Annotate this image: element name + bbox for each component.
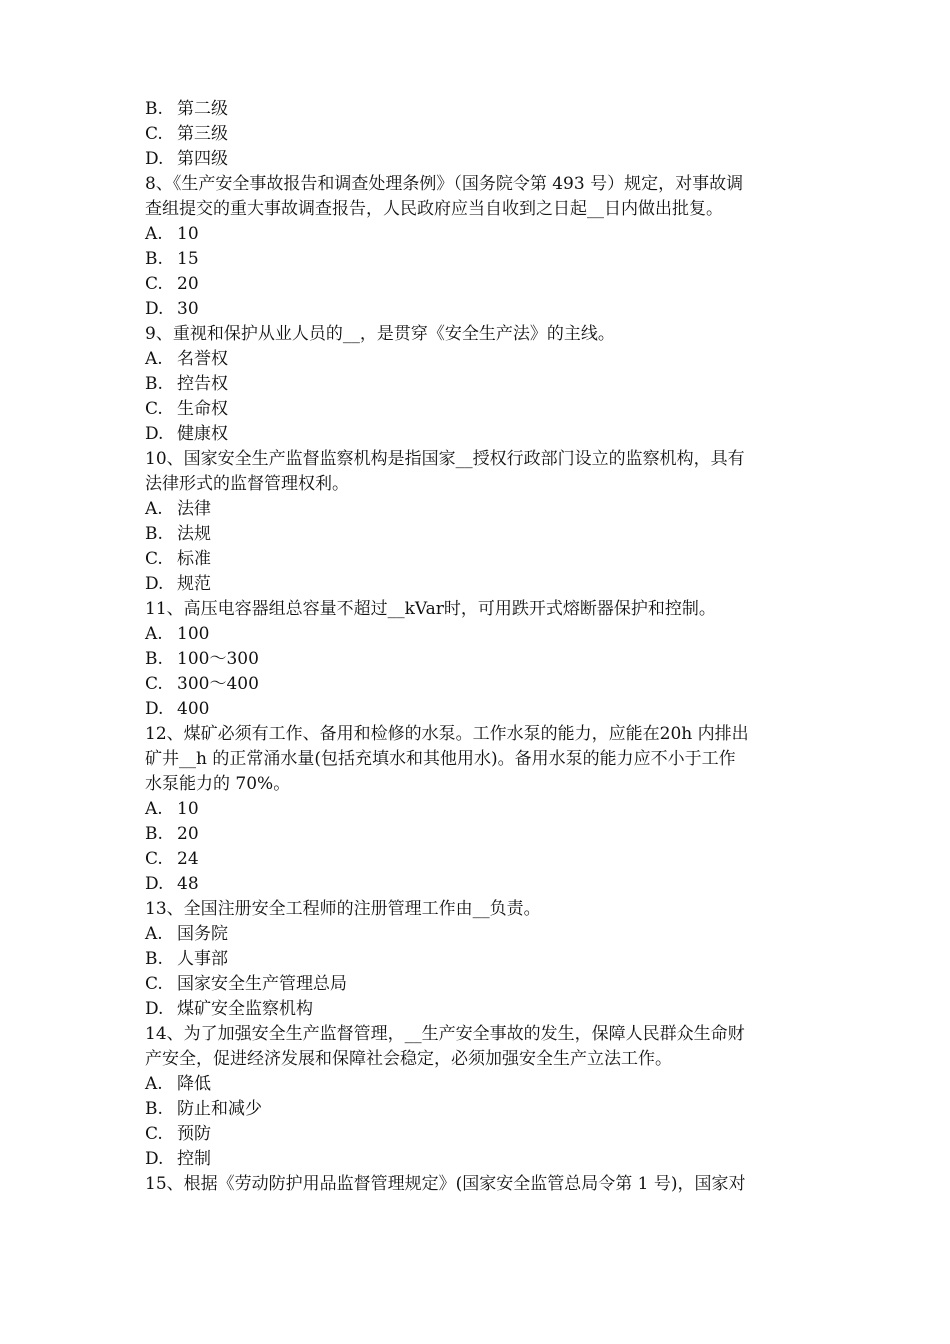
option-text: 第二级 [177, 99, 228, 119]
option-letter: C. [145, 674, 163, 694]
question-text-line: 12、煤矿必须有工作、备用和检修的水泵。工作水泵的能力，应能在20h 内排出 [145, 724, 749, 744]
question-text-line: 13、全国注册安全工程师的注册管理工作由__负责。 [145, 899, 541, 919]
option-d [145, 147, 815, 172]
option-letter: D. [145, 874, 164, 894]
option-letter: B. [145, 949, 163, 969]
option-item [145, 347, 815, 372]
option-letter: A. [145, 224, 163, 244]
option-item [145, 497, 815, 522]
previous-question-options [145, 97, 815, 172]
option-text: 24 [177, 849, 199, 869]
question-text-line: 水泵能力的 70%。 [145, 774, 291, 794]
question-item [145, 897, 815, 1022]
option-letter: A. [145, 799, 163, 819]
option-letter: A. [145, 1074, 163, 1094]
option-text: 100～300 [177, 649, 259, 669]
option-text: 30 [177, 299, 199, 319]
option-text: 48 [177, 874, 199, 894]
option-item [145, 1122, 815, 1147]
option-text: 煤矿安全监察机构 [177, 999, 313, 1019]
option-letter: D. [145, 574, 164, 594]
question-item [145, 1172, 815, 1197]
option-letter: A. [145, 924, 163, 944]
option-letter: B. [145, 1099, 163, 1119]
option-text: 10 [177, 799, 199, 819]
option-text: 300～400 [177, 674, 259, 694]
option-text: 400 [177, 699, 210, 719]
option-item [145, 1072, 815, 1097]
option-item [145, 847, 815, 872]
option-text: 控制 [177, 1149, 211, 1169]
option-text: 国家安全生产管理总局 [177, 974, 347, 994]
option-item [145, 272, 815, 297]
option-item [145, 297, 815, 322]
option-item [145, 372, 815, 397]
option-b [145, 97, 815, 122]
option-item [145, 872, 815, 897]
option-text: 规范 [177, 574, 211, 594]
question-text-line: 矿井__h 的正常涌水量(包括充填水和其他用水)。备用水泵的能力应不小于工作 [145, 749, 736, 769]
option-text: 10 [177, 224, 199, 244]
option-letter: A. [145, 349, 163, 369]
option-letter: D. [145, 149, 164, 169]
option-text: 15 [177, 249, 199, 269]
option-letter: C. [145, 849, 163, 869]
option-letter: C. [145, 549, 163, 569]
option-text: 防止和减少 [177, 1099, 262, 1119]
option-item [145, 822, 815, 847]
question-item [145, 722, 815, 897]
option-text: 第四级 [177, 149, 228, 169]
option-text: 第三级 [177, 124, 228, 144]
option-text: 健康权 [177, 424, 228, 444]
option-text: 人事部 [177, 949, 228, 969]
question-text-line: 查组提交的重大事故调查报告，人民政府应当自收到之日起__日内做出批复。 [145, 199, 723, 219]
option-letter: B. [145, 99, 163, 119]
option-text: 控告权 [177, 374, 228, 394]
option-text: 生命权 [177, 399, 228, 419]
option-text: 法规 [177, 524, 211, 544]
option-letter: C. [145, 974, 163, 994]
option-letter: C. [145, 274, 163, 294]
option-item [145, 997, 815, 1022]
question-text-line: 14、为了加强安全生产监督管理，__生产安全事故的发生，保障人民群众生命财 [145, 1024, 745, 1044]
question-item [145, 1022, 815, 1172]
option-item [145, 672, 815, 697]
question-text-line: 产安全，促进经济发展和保障社会稳定，必须加强安全生产立法工作。 [145, 1049, 672, 1069]
option-item [145, 947, 815, 972]
option-text: 国务院 [177, 924, 228, 944]
question-item [145, 172, 815, 322]
option-text: 20 [177, 824, 199, 844]
option-text: 法律 [177, 499, 211, 519]
option-item [145, 222, 815, 247]
option-text: 预防 [177, 1124, 211, 1144]
option-letter: C. [145, 399, 163, 419]
option-text: 降低 [177, 1074, 211, 1094]
option-item [145, 1147, 815, 1172]
option-item [145, 397, 815, 422]
option-letter: D. [145, 999, 164, 1019]
option-item [145, 1097, 815, 1122]
question-item [145, 447, 815, 597]
option-text: 100 [177, 624, 210, 644]
question-item [145, 322, 815, 447]
option-item [145, 522, 815, 547]
question-text-line: 11、高压电容器组总容量不超过__kVar时，可用跌开式熔断器保护和控制。 [145, 599, 716, 619]
option-letter: D. [145, 299, 164, 319]
option-letter: C. [145, 1124, 163, 1144]
option-item [145, 697, 815, 722]
option-letter: A. [145, 624, 163, 644]
option-letter: B. [145, 524, 163, 544]
question-text-line: 9、重视和保护从业人员的__，是贯穿《安全生产法》的主线。 [145, 324, 615, 344]
question-text-line: 8、《生产安全事故报告和调查处理条例》（国务院令第 493 号）规定，对事故调 [145, 174, 744, 194]
question-list [145, 172, 815, 1197]
document-page [145, 97, 815, 1197]
question-text-line: 10、国家安全生产监督监察机构是指国家__授权行政部门设立的监察机构，具有 [145, 449, 745, 469]
option-letter: C. [145, 124, 163, 144]
option-text: 名誉权 [177, 349, 228, 369]
option-item [145, 922, 815, 947]
question-text-line: 15、根据《劳动防护用品监督管理规定》(国家安全监管总局令第 1 号)，国家对 [145, 1174, 746, 1194]
option-letter: A. [145, 499, 163, 519]
option-letter: B. [145, 824, 163, 844]
question-text-line: 法律形式的监督管理权利。 [145, 474, 349, 494]
option-letter: D. [145, 699, 164, 719]
option-item [145, 572, 815, 597]
option-text: 标准 [177, 549, 211, 569]
option-letter: D. [145, 1149, 164, 1169]
option-letter: B. [145, 374, 163, 394]
option-letter: D. [145, 424, 164, 444]
option-item [145, 972, 815, 997]
question-item [145, 597, 815, 722]
option-c [145, 122, 815, 147]
option-item [145, 622, 815, 647]
option-item [145, 547, 815, 572]
option-item [145, 247, 815, 272]
option-item [145, 797, 815, 822]
option-item [145, 647, 815, 672]
option-item [145, 422, 815, 447]
option-letter: B. [145, 649, 163, 669]
option-letter: B. [145, 249, 163, 269]
option-text: 20 [177, 274, 199, 294]
